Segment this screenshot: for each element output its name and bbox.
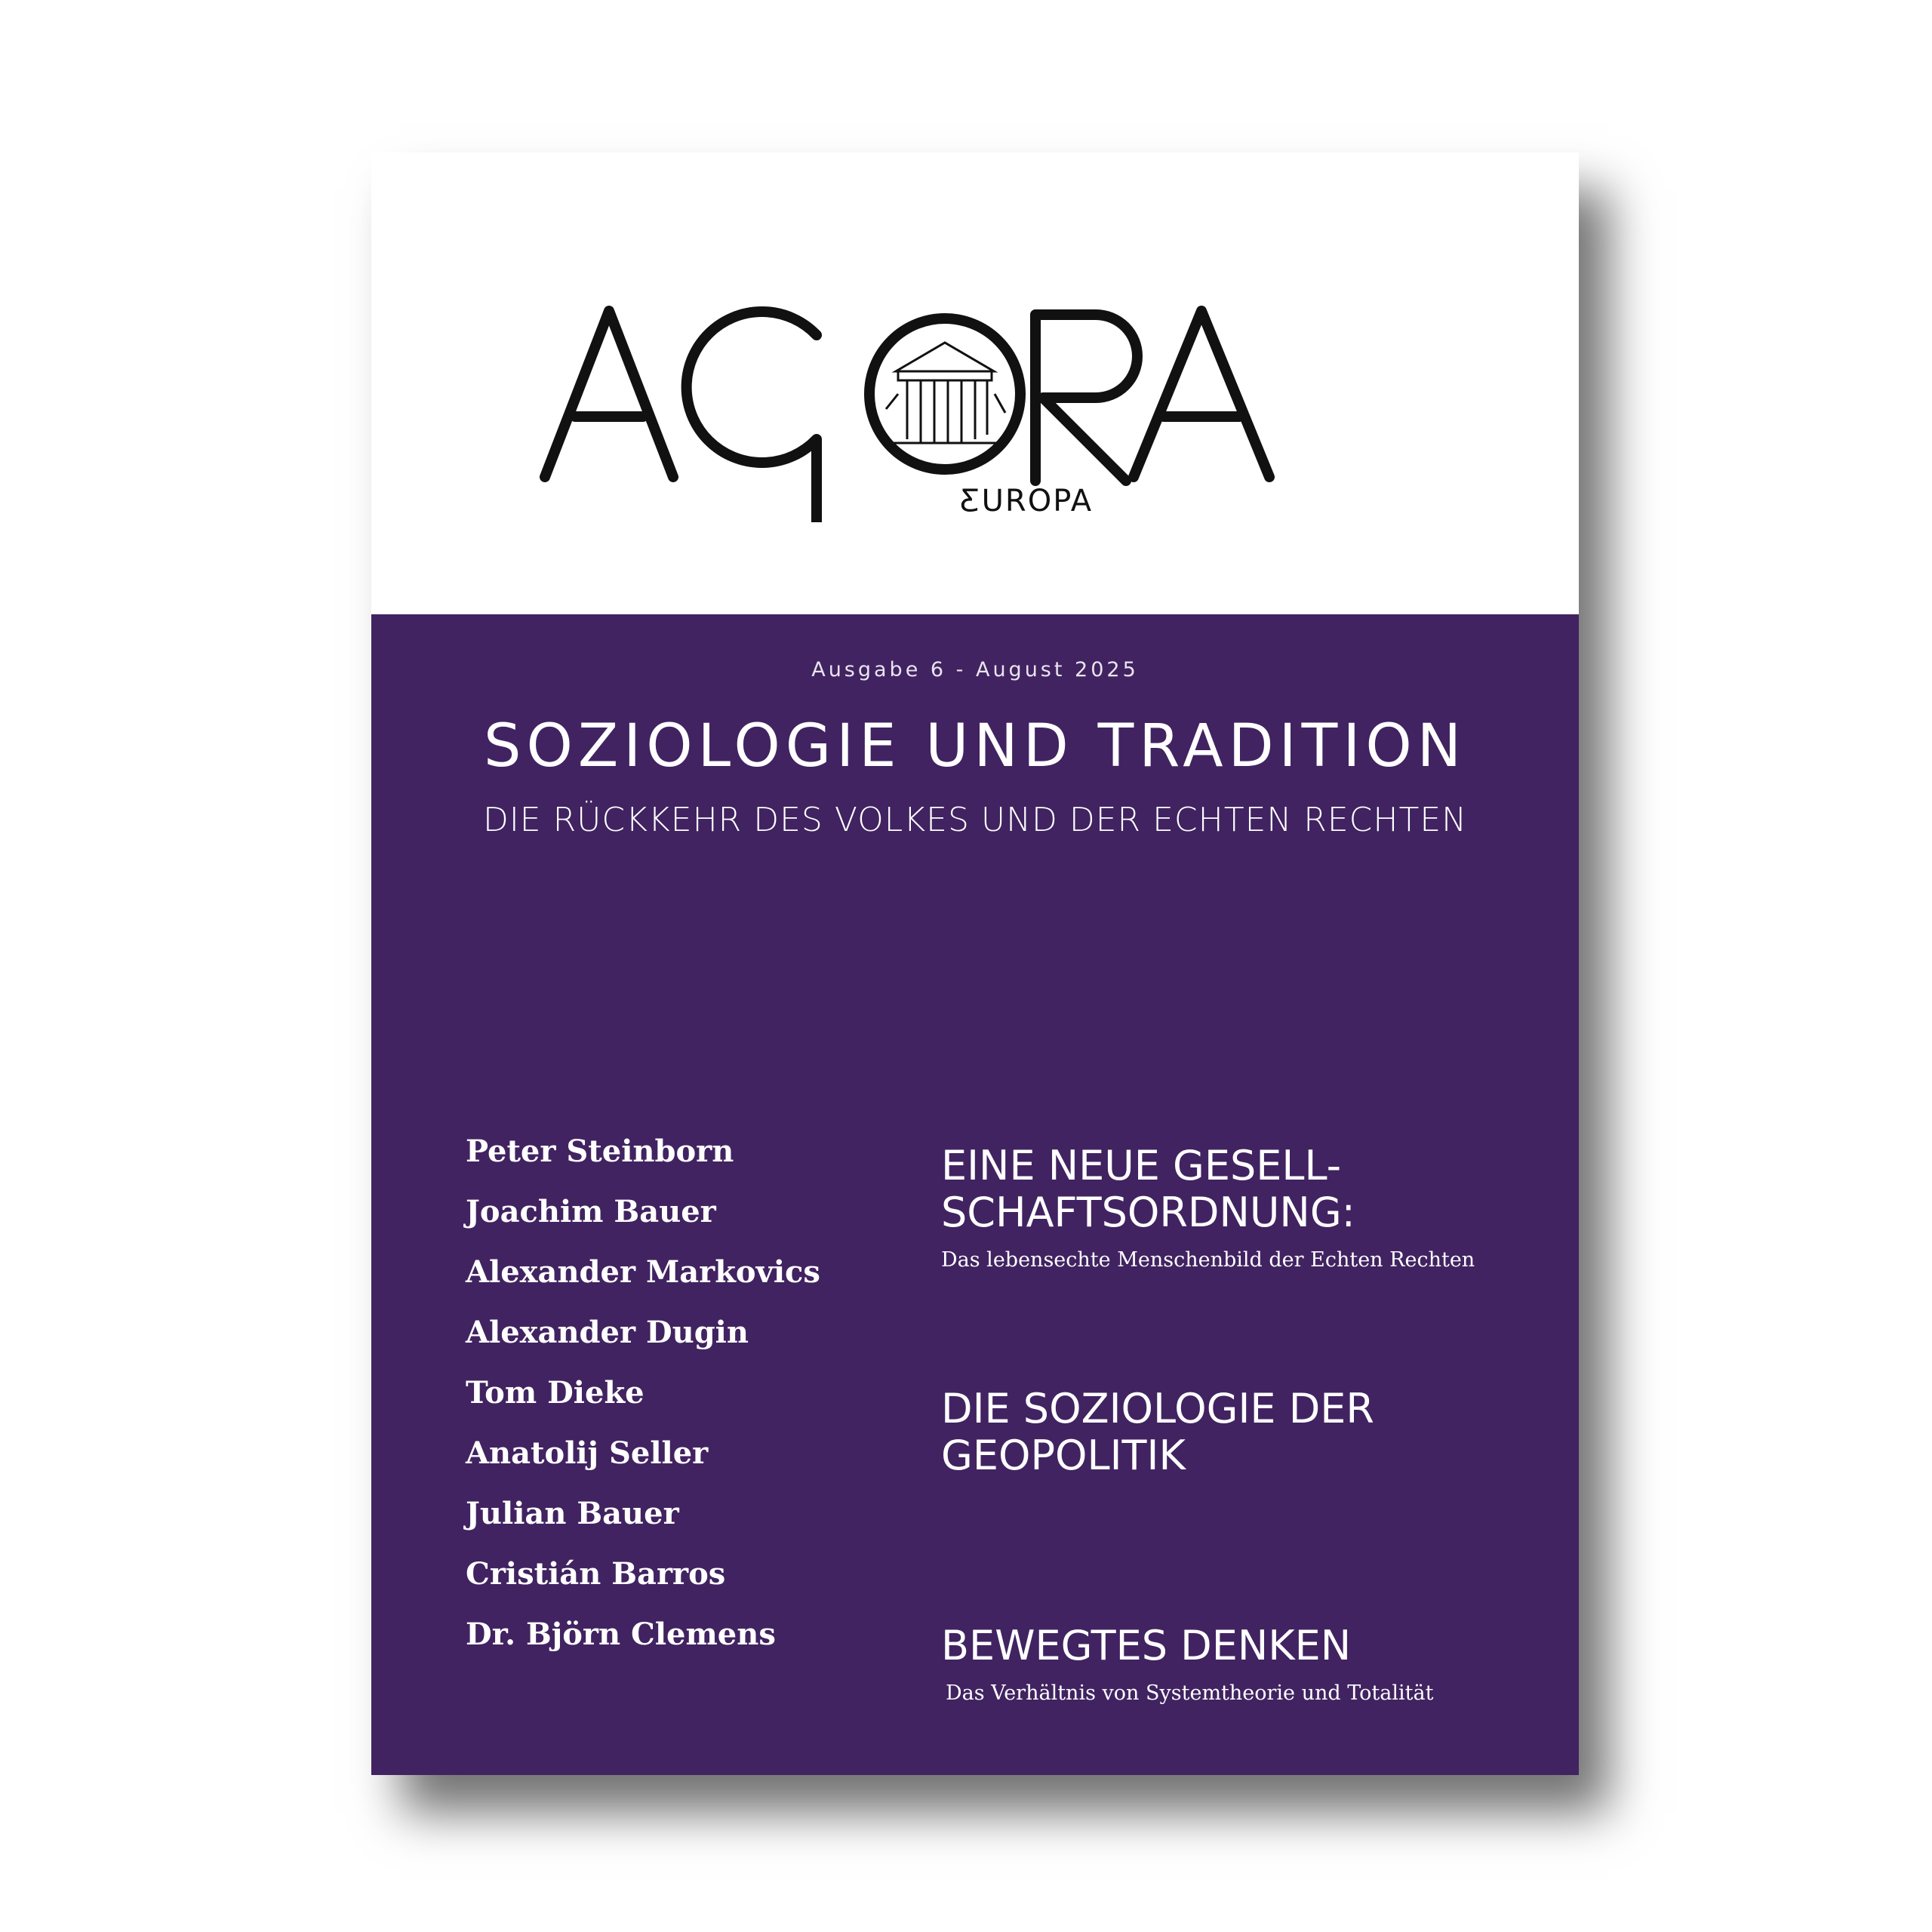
cover-header xyxy=(371,152,1579,614)
cover-content xyxy=(371,614,1579,1775)
logo-europa-text: ƸUROPA xyxy=(960,484,1094,518)
author-name: Alexander Markovics xyxy=(466,1254,820,1290)
author-list xyxy=(466,1121,820,1665)
author-name: Alexander Dugin xyxy=(466,1315,749,1350)
author-name: Tom Dieke xyxy=(466,1375,645,1411)
article-heading-line: DIE SOZIOLOGIE DER xyxy=(941,1385,1374,1432)
author-name: Dr. Björn Clemens xyxy=(466,1617,776,1652)
cover-subtitle: DIE RÜCKKEHR DES VOLKES UND DER ECHTEN RECHTEN xyxy=(482,801,1468,839)
magazine-cover xyxy=(371,152,1579,1775)
author-name: Anatolij Seller xyxy=(466,1435,709,1471)
author-name: Joachim Bauer xyxy=(466,1194,716,1229)
article-heading-line: BEWEGTES DENKEN xyxy=(941,1622,1352,1669)
agora-logo xyxy=(537,281,1383,522)
article-teaser-1 xyxy=(941,1143,1475,1272)
author-name: Cristián Barros xyxy=(466,1556,726,1592)
article-teaser-3 xyxy=(941,1623,1433,1705)
temple-icon xyxy=(886,343,1005,444)
article-heading-line: GEOPOLITIK xyxy=(941,1432,1186,1479)
issue-line: Ausgabe 6 - August 2025 xyxy=(811,658,1139,681)
article-subtitle: Das Verhältnis von Systemtheorie und Totalität xyxy=(946,1681,1434,1705)
article-heading-line: SCHAFTSORDNUNG: xyxy=(941,1189,1355,1236)
author-name: Julian Bauer xyxy=(466,1496,679,1531)
cover-title: SOZIOLOGIE UND TRADITION xyxy=(483,712,1467,780)
article-subtitle: Das lebensechte Menschenbild der Echten Rechten xyxy=(941,1248,1475,1272)
author-name: Peter Steinborn xyxy=(466,1134,734,1169)
article-heading-line: EINE NEUE GESELL- xyxy=(941,1142,1342,1189)
article-teaser-2 xyxy=(941,1386,1374,1479)
